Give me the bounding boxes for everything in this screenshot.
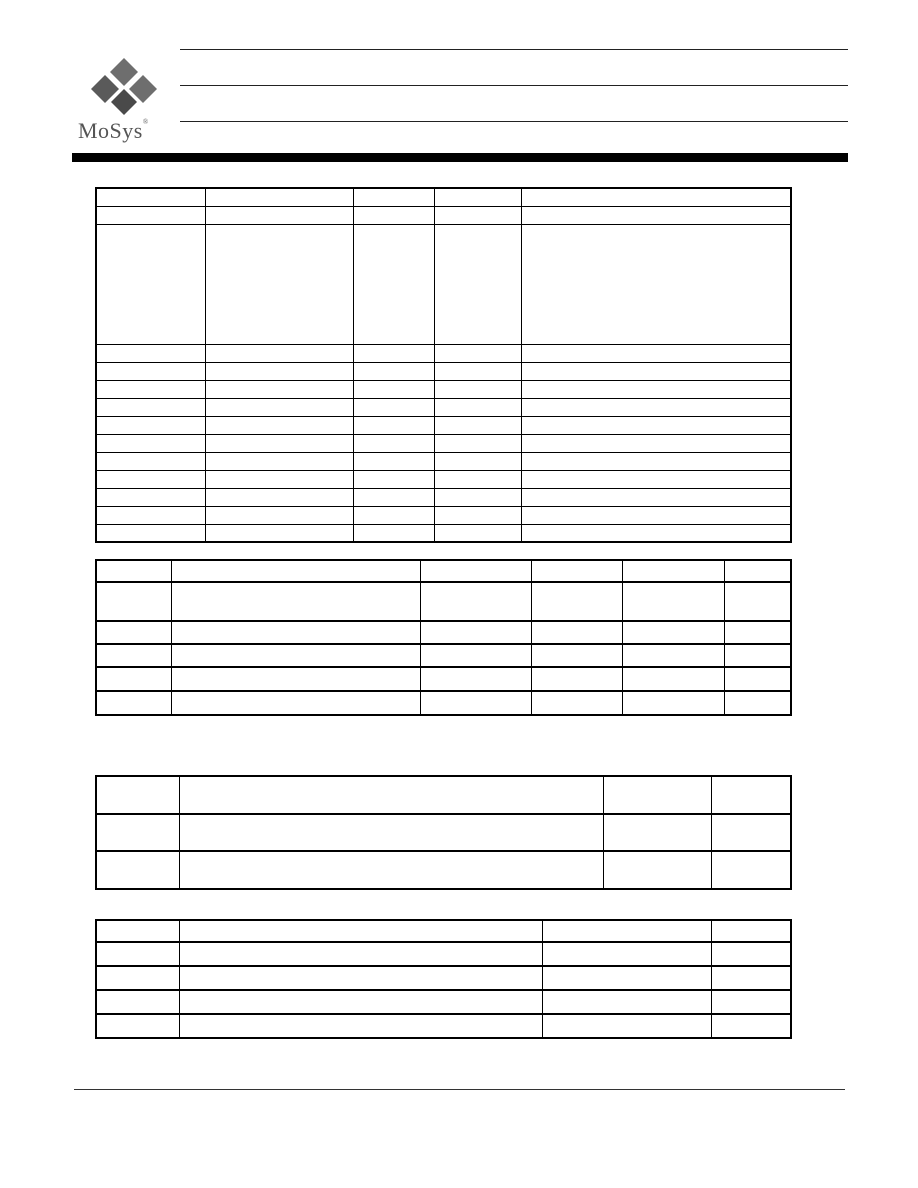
table-row [96, 506, 791, 524]
footer-rule [74, 1089, 845, 1090]
table-3 [95, 775, 792, 890]
table-row [96, 814, 791, 851]
table-row [96, 644, 791, 667]
table-row [96, 452, 791, 470]
table-row [96, 966, 791, 990]
table-row [96, 524, 791, 542]
table-row [96, 621, 791, 644]
mosys-logo [76, 55, 172, 147]
table-row [96, 990, 791, 1014]
table-row [96, 942, 791, 966]
logo-diamond-top [110, 58, 138, 86]
table-row [96, 1014, 791, 1038]
header-rule-3 [180, 121, 848, 122]
table-row [96, 920, 791, 942]
table-row [96, 488, 791, 506]
table-row [96, 362, 791, 380]
table-row [96, 344, 791, 362]
table-row [96, 560, 791, 582]
table-4 [95, 919, 792, 1039]
table-row [96, 434, 791, 452]
table-row [96, 188, 791, 206]
header-rule-2 [180, 85, 848, 86]
table-row [96, 470, 791, 488]
table-row [96, 380, 791, 398]
table-row [96, 416, 791, 434]
logo-brand-text: MoSys [78, 118, 143, 143]
table-row [96, 206, 791, 224]
table-row [96, 776, 791, 814]
table-row [96, 851, 791, 889]
table-row [96, 224, 791, 344]
table-row [96, 582, 791, 620]
header-thick-rule [72, 153, 848, 162]
diamond-logo-icon [76, 55, 172, 117]
table-2 [95, 559, 792, 716]
table-1 [95, 187, 792, 543]
logo-wordmark [78, 118, 149, 144]
table-row [96, 691, 791, 715]
table-row [96, 667, 791, 690]
table-row [96, 398, 791, 416]
registered-mark: ® [142, 118, 149, 126]
header-rule-1 [180, 49, 848, 50]
